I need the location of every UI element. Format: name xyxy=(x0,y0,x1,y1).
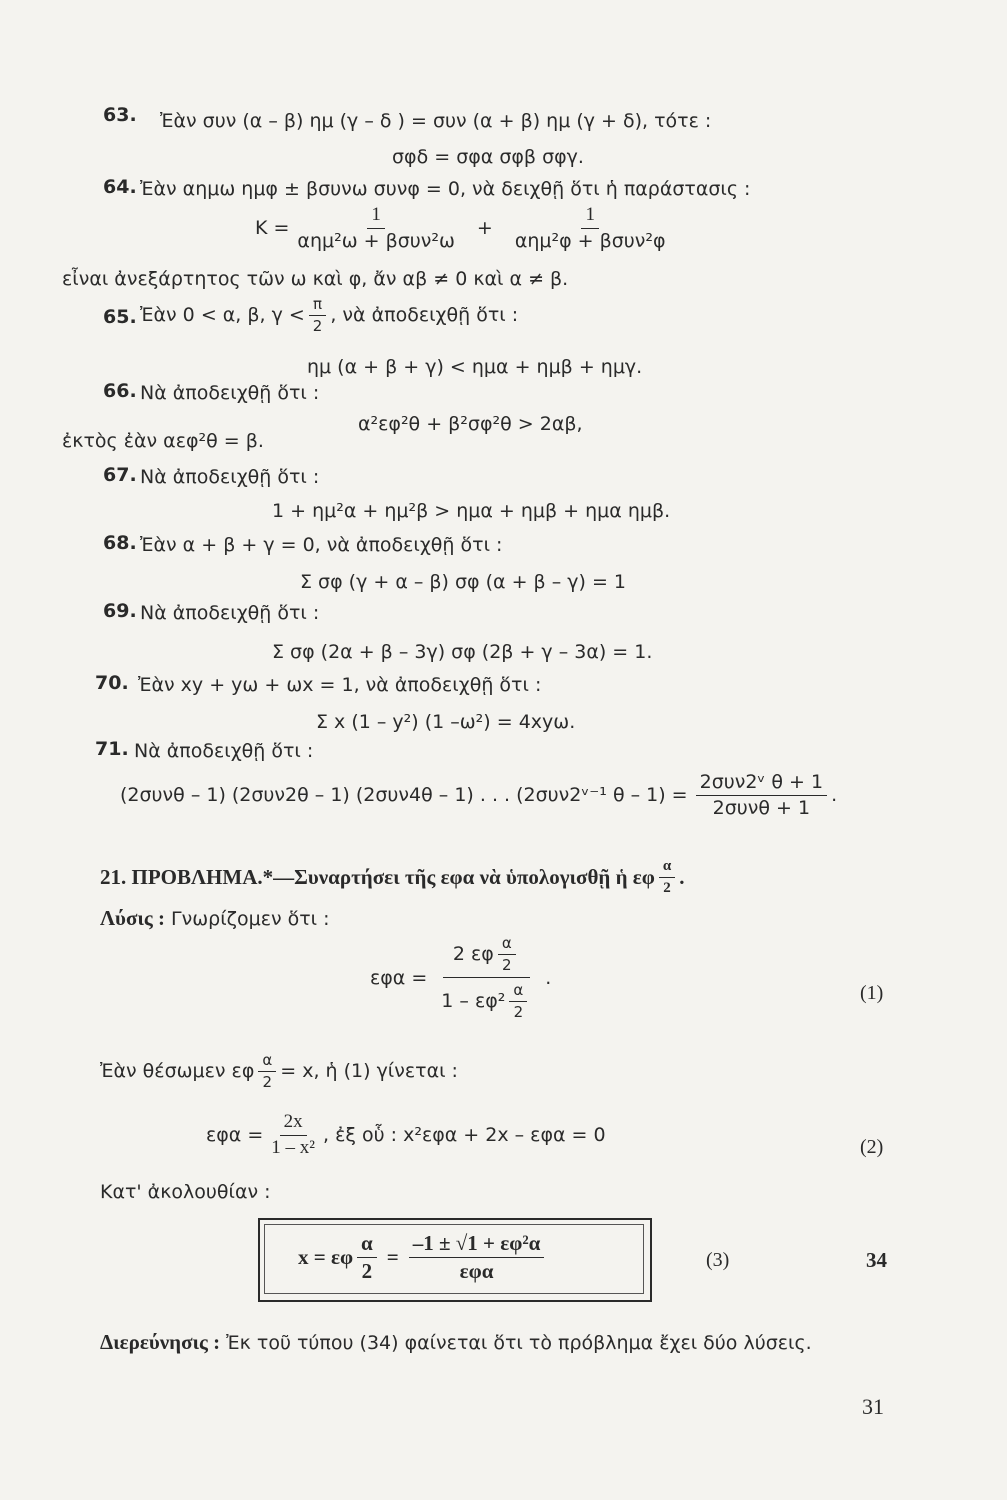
fraction xyxy=(696,772,828,819)
numerator: –1 ± √1 + εφ²α xyxy=(409,1232,545,1258)
denominator: εφα xyxy=(459,1259,494,1284)
numerator: 1 xyxy=(367,205,385,229)
fraction-half-angle xyxy=(357,1232,377,1283)
discussion-label: Διερεύνησις : xyxy=(100,1330,221,1354)
denominator-text: 1 – εφ² xyxy=(441,989,506,1012)
denominator: 2 xyxy=(513,1002,524,1021)
fraction-pi-half xyxy=(309,296,327,334)
denominator: 2 xyxy=(361,1259,373,1284)
fraction-half-angle xyxy=(498,935,516,973)
item-number: 66. xyxy=(103,380,137,402)
item-number: 63. xyxy=(103,104,137,126)
denominator: 2 xyxy=(501,955,512,974)
denominator: 1 – x² xyxy=(271,1136,315,1158)
fraction xyxy=(431,935,541,1020)
equation: 1 + ημ²α + ημ²β > ημα + ημβ + ημα ημβ. xyxy=(272,500,671,522)
substitution-line xyxy=(100,1052,458,1090)
item-number: 71. xyxy=(95,738,129,760)
text-post: , νὰ ἀποδειχθῇ ὅτι : xyxy=(330,304,519,326)
discussion xyxy=(100,1330,812,1355)
denominator: αημ²φ + βσυν²φ xyxy=(514,229,666,252)
period: . xyxy=(545,966,552,989)
problem-title-text: 21. ΠΡΟΒΛΗΜΑ.*—Συναρτήσει τῆς εφα νὰ ὑπολογισθῇ ἡ εφ xyxy=(100,864,655,889)
item-number: 70. xyxy=(95,672,129,694)
period: . xyxy=(831,784,838,807)
denominator: αημ²ω + βσυν²ω xyxy=(297,229,455,252)
fraction xyxy=(293,205,458,252)
equation-lhs: εφα = xyxy=(206,1124,264,1147)
item-text: Κατ' ἀκολουθίαν : xyxy=(100,1181,271,1203)
equation-tag: (1) xyxy=(860,982,884,1004)
item-text: εἶναι ἀνεξάρτητος τῶν ω καὶ φ, ἄν αβ ≠ 0 καὶ α ≠ β. xyxy=(62,268,569,290)
numerator: α xyxy=(357,1232,377,1258)
item-text: Νὰ ἀποδειχθῇ ὅτι : xyxy=(140,466,320,488)
equation-2 xyxy=(206,1112,606,1159)
item-text: Νὰ ἀποδειχθῇ ὅτι : xyxy=(140,602,320,624)
fraction xyxy=(267,1112,319,1159)
lysis-text: Γνωρίζομεν ὅτι : xyxy=(171,908,330,930)
text-post: = x, ἡ (1) γίνεται : xyxy=(280,1060,458,1082)
numerator: α xyxy=(258,1052,276,1072)
period: . xyxy=(679,864,685,889)
item-text: Ἐὰν xy + yω + ωx = 1, νὰ ἀποδειχθῇ ὅτι : xyxy=(138,674,542,696)
numerator: 1 xyxy=(581,205,599,229)
fraction-half-angle xyxy=(258,1052,276,1090)
lysis-label: Λύσις : xyxy=(100,906,165,930)
item-text xyxy=(140,296,518,334)
numerator xyxy=(443,935,530,978)
item-text: Ἐὰν α + β + γ = 0, νὰ ἀποδειχθῇ ὅτι : xyxy=(140,534,503,556)
item-text: Νὰ ἀποδειχθῇ ὅτι : xyxy=(140,382,320,404)
equation-rest: , ἐξ οὗ : x²εφα + 2x – εφα = 0 xyxy=(323,1124,606,1147)
fraction-half-angle xyxy=(659,858,675,896)
item-text: ἐκτὸς ἐὰν αεφ²θ = β. xyxy=(62,430,264,452)
fraction-half-angle xyxy=(509,982,527,1020)
denominator xyxy=(431,978,541,1020)
numerator: π xyxy=(309,296,326,316)
equation: ημ (α + β + γ) < ημα + ημβ + ημγ. xyxy=(307,356,643,378)
equation: α²εφ²θ + β²σφ²θ > 2αβ, xyxy=(358,413,583,435)
denominator: 2 xyxy=(312,316,323,335)
numerator: 2x xyxy=(280,1112,307,1136)
lysis xyxy=(100,906,330,931)
item-number: 68. xyxy=(103,532,137,554)
numerator: 2συν2ᵛ θ + 1 xyxy=(696,772,828,796)
equation xyxy=(120,772,837,819)
text-pre: Ἐὰν θέσωμεν εφ xyxy=(100,1060,255,1082)
denominator: 2 xyxy=(262,1072,273,1091)
page-number: 31 xyxy=(862,1394,884,1419)
equation: Σ σφ (2α + β – 3γ) σφ (2β + γ – 3α) = 1. xyxy=(272,641,653,663)
equation: Σ x (1 – y²) (1 –ω²) = 4xyω. xyxy=(316,711,576,733)
equation-lhs: εφα = xyxy=(370,966,428,989)
numerator: α xyxy=(509,982,527,1002)
denominator: 2 xyxy=(663,879,671,896)
equation-lhs: x = εφ xyxy=(298,1245,354,1270)
k-label: K = xyxy=(255,217,290,240)
item-text: Νὰ ἀποδειχθῇ ὅτι : xyxy=(134,740,314,762)
problem-title xyxy=(100,858,684,896)
item-number: 65. xyxy=(103,306,137,328)
equals: = xyxy=(386,1245,399,1270)
item-text: Ἐὰν συν (α – β) ημ (γ – δ ) = συν (α + β) ημ (γ + δ), τότε : xyxy=(160,110,712,132)
equation-lhs: (2συνθ – 1) (2συν2θ – 1) (2συν4θ – 1) . . . (2συν2ᵛ⁻¹ θ – 1) = xyxy=(120,784,688,807)
equation: Σ σφ (γ + α – β) σφ (α + β – γ) = 1 xyxy=(300,571,626,593)
formula-reference: 34 xyxy=(866,1248,887,1272)
equation-1 xyxy=(370,935,551,1020)
equation-k xyxy=(255,205,674,252)
item-number: 69. xyxy=(103,600,137,622)
item-number: 64. xyxy=(103,176,137,198)
item-number: 67. xyxy=(103,464,137,486)
numerator: α xyxy=(498,935,516,955)
equation-tag: (3) xyxy=(706,1249,730,1271)
denominator: 2συνθ + 1 xyxy=(712,796,811,819)
fraction xyxy=(511,205,670,252)
discussion-text: Ἐκ τοῦ τύπου (34) φαίνεται ὅτι τὸ πρόβλημα ἔχει δύο λύσεις. xyxy=(226,1332,812,1354)
fraction xyxy=(409,1232,545,1283)
equation: σφδ = σφα σφβ σφγ. xyxy=(392,146,584,168)
numerator-text: 2 εφ xyxy=(452,942,494,965)
boxed-formula xyxy=(298,1232,548,1283)
item-text: Ἐὰν αημω ημφ ± βσυνω συνφ = 0, νὰ δειχθῇ ὅτι ἡ παράστασις : xyxy=(140,178,751,200)
plus: + xyxy=(476,217,493,240)
text-pre: Ἐὰν 0 < α, β, γ < xyxy=(140,304,305,326)
equation-tag: (2) xyxy=(860,1136,884,1158)
numerator: α xyxy=(659,858,675,878)
